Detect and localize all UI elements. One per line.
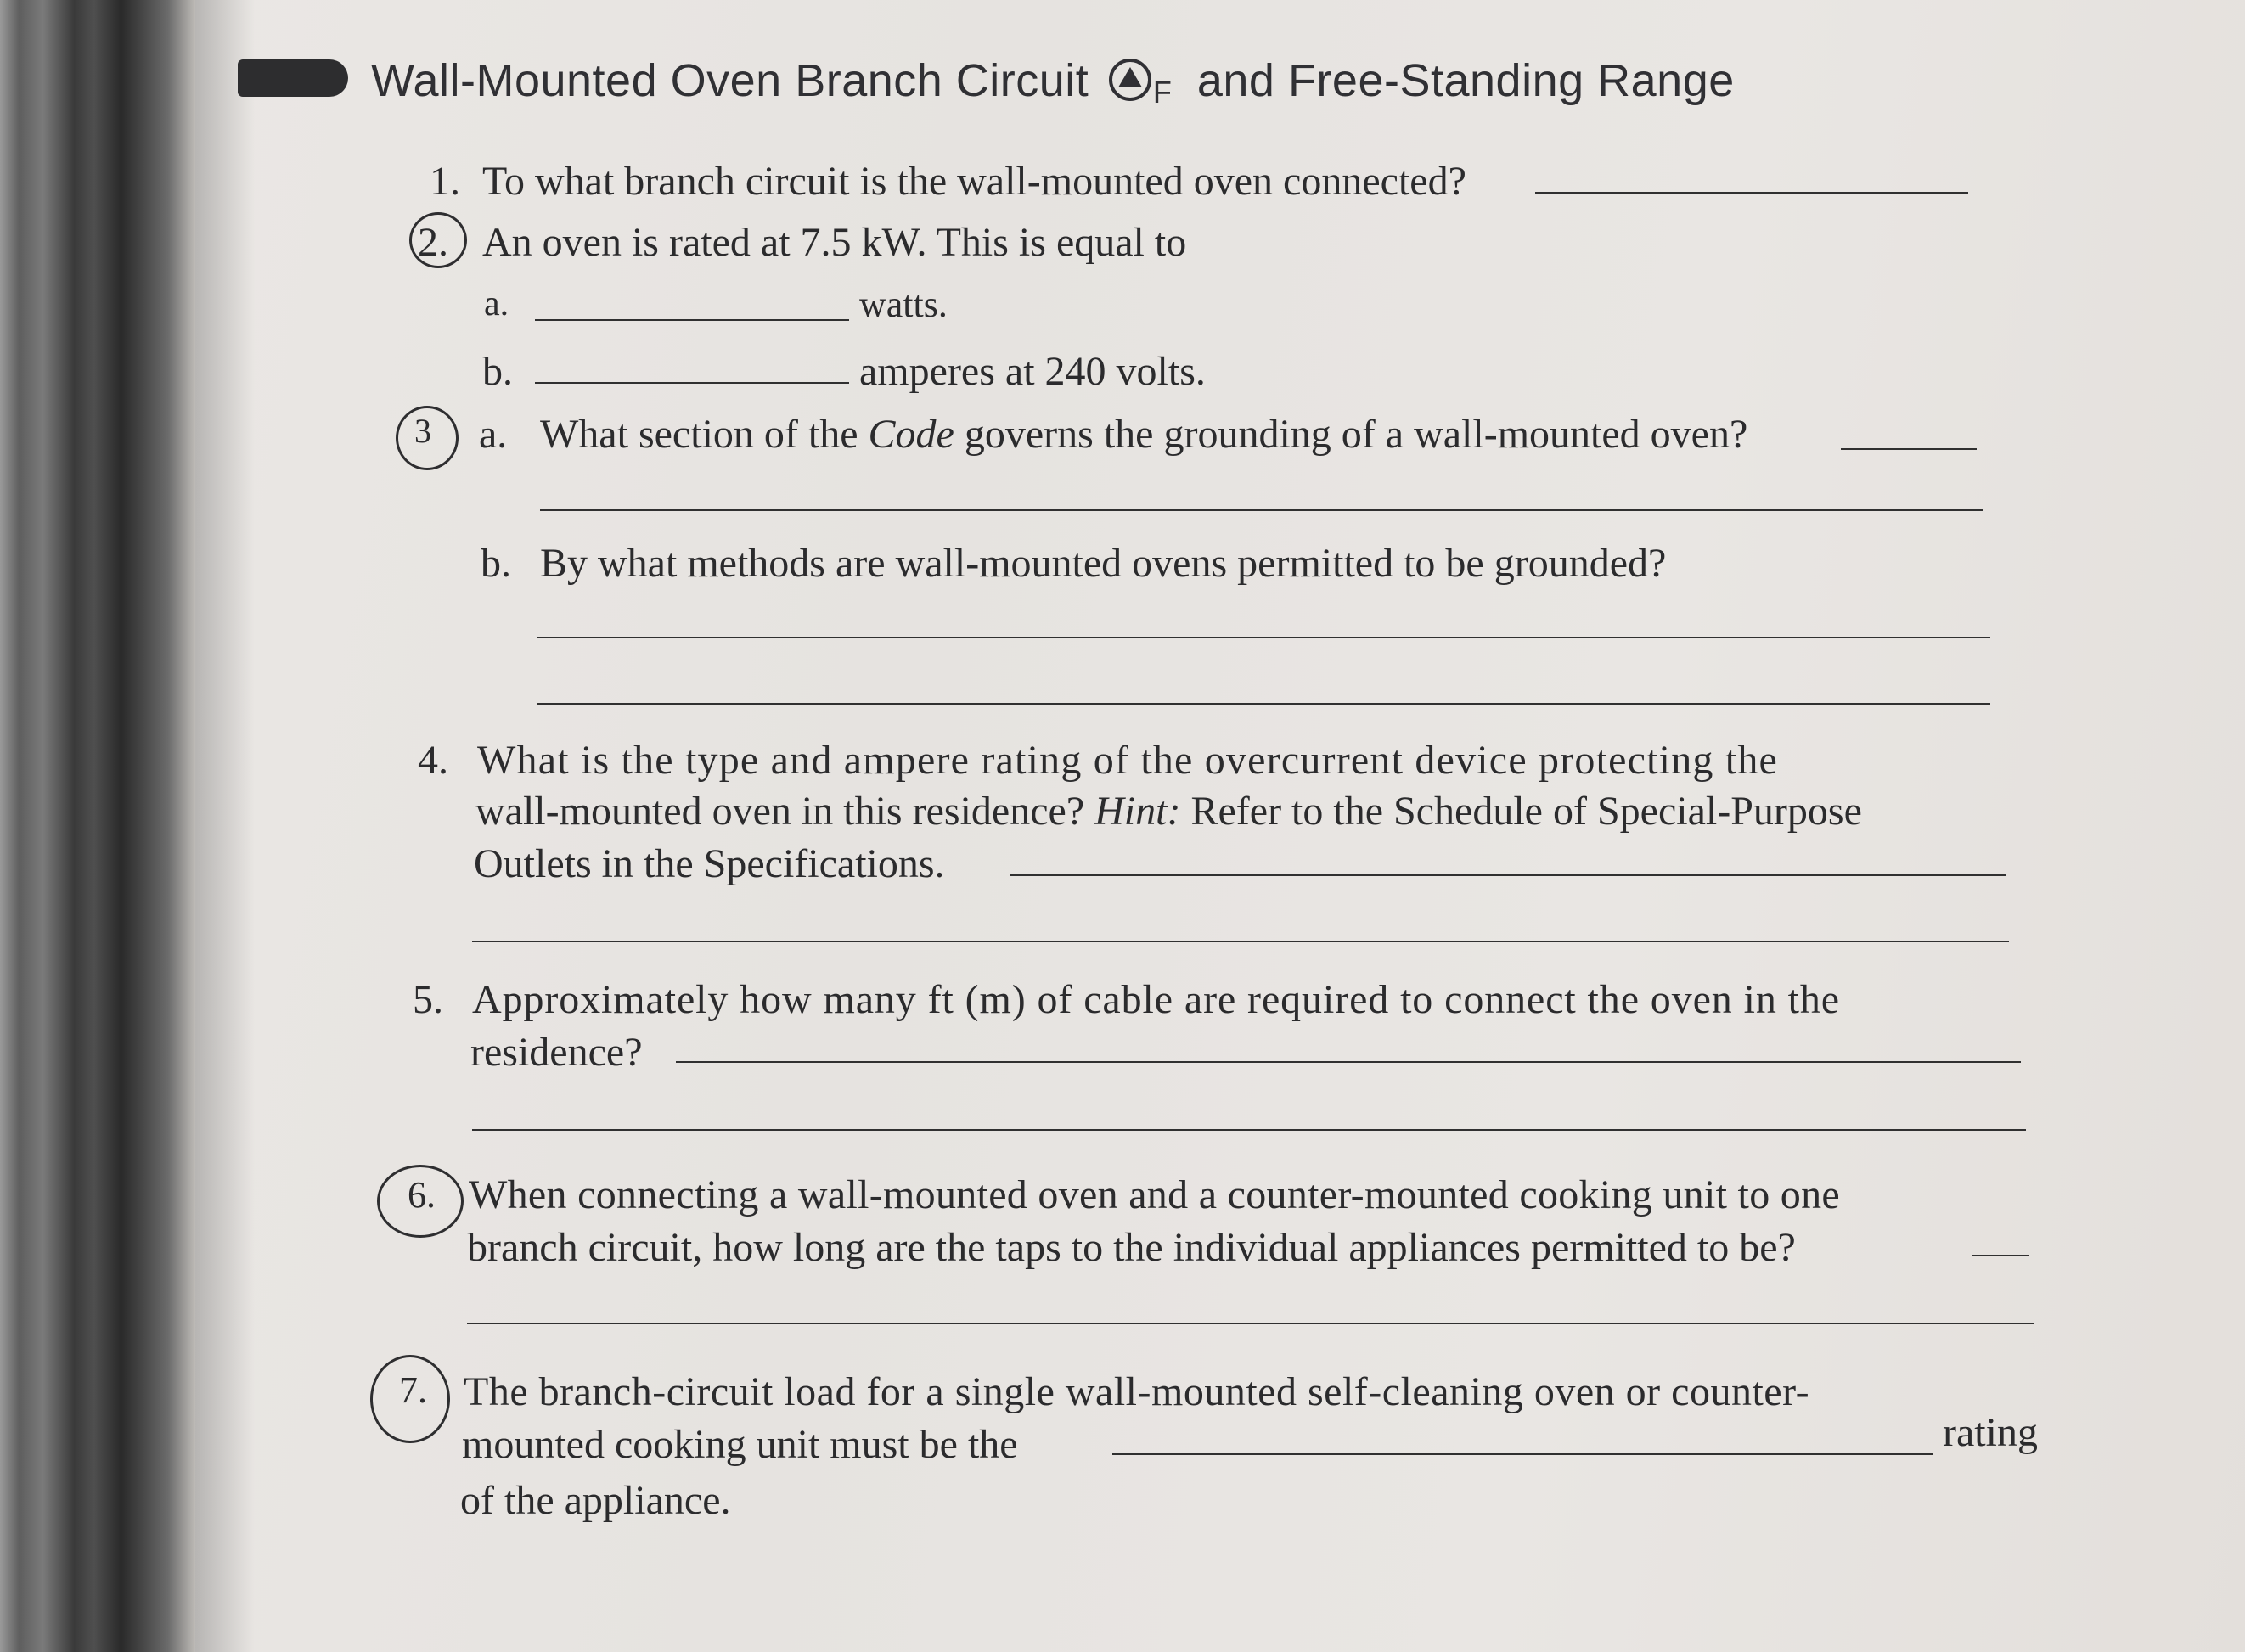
q6-answer-line-1[interactable] — [1972, 1255, 2029, 1256]
q3a-answer-line-2[interactable] — [540, 509, 1983, 511]
q7-line-1: The branch-circuit load for a single wall-mounted self-cleaning oven or counter- — [464, 1369, 1810, 1414]
q1-text: To what branch circuit is the wall-mounted oven connected? — [482, 159, 1466, 204]
q5-line-1: Approximately how many ft (m) of cable are required to connect the oven in the — [472, 977, 1840, 1022]
q5-answer-line-2[interactable] — [472, 1129, 2026, 1131]
q2b-answer-line[interactable] — [535, 382, 849, 384]
q2a-answer-line[interactable] — [535, 319, 849, 321]
q4-answer-line-1[interactable] — [1010, 874, 2006, 876]
oven-symbol-icon — [1109, 59, 1151, 101]
q4-line-3: Outlets in the Specifications. — [474, 841, 945, 886]
hint-emphasis: Hint: — [1094, 789, 1181, 834]
q1-number: 1. — [430, 159, 460, 204]
q7-number: 7. — [399, 1369, 427, 1411]
q1-answer-line[interactable] — [1535, 192, 1968, 194]
q3a-text — [540, 411, 1747, 458]
section-title — [371, 54, 1735, 110]
q3b-text: By what methods are wall-mounted ovens permitted to be grounded? — [540, 541, 1667, 586]
q6-number: 6. — [408, 1174, 436, 1216]
q6-line-1: When connecting a wall-mounted oven and a counter-mounted cooking unit to one — [469, 1172, 1840, 1217]
q2-number: 2. — [418, 220, 448, 265]
q5-number: 5. — [413, 977, 443, 1022]
q2b-text: amperes at 240 volts. — [859, 349, 1206, 394]
q3a-text-end: governs the grounding of a wall-mounted oven? — [964, 412, 1748, 457]
code-emphasis: Code — [868, 412, 954, 457]
q2b-label: b. — [482, 349, 513, 394]
book-spine-shadow — [0, 0, 195, 1652]
q3a-text-start: What section of the — [540, 412, 858, 457]
q6-line-2: branch circuit, how long are the taps to the individual appliances permitted to be? — [467, 1225, 1796, 1270]
q4-number: 4. — [418, 738, 448, 783]
q6-answer-line-2[interactable] — [467, 1323, 2034, 1324]
q3-number: 3 — [414, 412, 431, 450]
q5-answer-line-1[interactable] — [676, 1061, 2021, 1063]
q3a-label: a. — [479, 412, 508, 457]
q4-line-2 — [475, 788, 1862, 834]
section-marker-icon — [238, 59, 348, 97]
q7-line-3: of the appliance. — [460, 1478, 731, 1523]
title-text-end: and Free-Standing Range — [1196, 55, 1735, 106]
q3b-answer-line-2[interactable] — [537, 703, 1990, 705]
q3a-answer-line[interactable] — [1841, 448, 1977, 450]
q7-line-2: mounted cooking unit must be the — [462, 1422, 1018, 1467]
q5-line-2: residence? — [470, 1030, 643, 1075]
gutter-shade — [195, 0, 255, 1652]
q2a-label: a. — [484, 284, 509, 323]
symbol-subscript: F — [1152, 75, 1173, 110]
q2a-text: watts. — [859, 284, 948, 325]
q7-answer-line[interactable] — [1112, 1453, 1933, 1455]
title-text-start: Wall-Mounted Oven Branch Circuit — [371, 55, 1089, 106]
q7-line-2-end: rating — [1943, 1410, 2038, 1455]
q4-line-2-end: Refer to the Schedule of Special-Purpose — [1190, 789, 1862, 834]
q4-line-1: What is the type and ampere rating of the overcurrent device protecting the — [477, 738, 1779, 783]
q4-answer-line-2[interactable] — [472, 941, 2009, 942]
q4-line-2-start: wall-mounted oven in this residence? — [475, 789, 1085, 834]
q3b-answer-line-1[interactable] — [537, 637, 1990, 638]
q3b-label: b. — [481, 541, 511, 586]
q2-text: An oven is rated at 7.5 kW. This is equal to — [482, 220, 1187, 265]
